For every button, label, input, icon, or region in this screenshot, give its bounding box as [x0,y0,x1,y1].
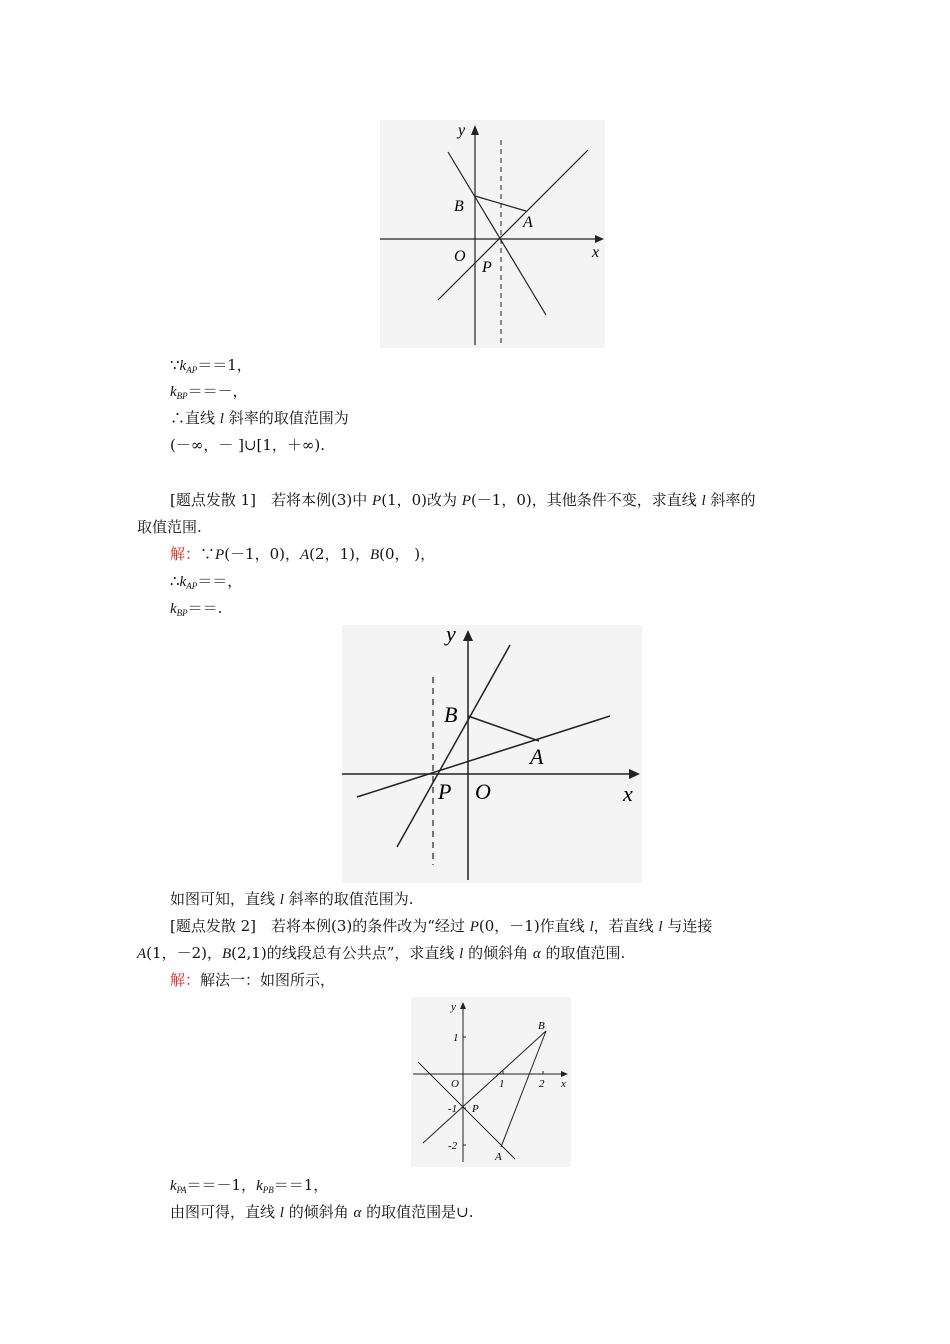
label-y: y [451,1001,456,1013]
variant-2-solution [170,970,335,990]
text: (－1，0)， [224,545,300,563]
var-p: P [372,493,382,509]
label-o: O [475,779,491,804]
text: (2，1)， [309,545,370,563]
var-l: l [658,919,663,935]
label-b: B [454,198,464,215]
text: 解法一：如图所示， [200,971,336,989]
figure-2 [342,625,642,883]
text: (0，－1)作直线 [478,917,590,935]
tick-label-x-1: 1 [499,1078,505,1090]
var-p: P [461,493,471,509]
text: 的倾斜角 [463,944,533,962]
text: ＝＝. [187,599,223,617]
text: 斜率的取值范围为. [283,890,414,908]
tick-label-y-m2: -2 [448,1140,458,1152]
x-axis-arrow [595,235,604,243]
text: 斜率的 [705,491,756,509]
tick-label-x-2: 2 [539,1078,545,1090]
line-kap [170,355,252,380]
text: (－1，0)，其他条件不变，求直线 [470,491,702,509]
solution-label: 解： [170,971,201,989]
variant-2-problem-cont [137,943,625,964]
var-a: A [137,946,147,962]
text: 如图可知，直线 [170,890,280,908]
text: [题点发散 1] 若将本例(3)中 [170,491,373,509]
var-l: l [279,892,284,908]
variant-1-solution-3 [170,598,222,623]
text: (0， )， [379,545,436,563]
variant-1-problem-cont: 取值范围. [137,518,202,536]
k-sub: BP [176,608,188,618]
therefore-text: ∴直线 [170,409,220,427]
variant-2-conclusion [170,1202,473,1223]
text: (2,1)的线段总有公共点”，求直线 [231,944,460,962]
l-var: l [219,411,224,427]
label-a: A [523,214,533,231]
figure-2-svg [342,625,642,883]
variant-1-solution-1 [170,544,435,565]
variant-2-problem [170,916,712,937]
k-var: k [179,358,187,374]
text: (1，－2)， [146,944,222,962]
variant-1-problem [170,490,755,511]
line-therefore [170,408,349,429]
label-b: B [538,1020,545,1032]
label-x: x [623,781,633,806]
var-p: P [469,919,479,935]
text: (1，0)改为 [381,491,462,509]
label-y: y [458,122,466,139]
kbp-value: ＝＝－， [187,382,248,400]
label-p: P [438,779,452,804]
text: ＝＝－1， [186,1176,257,1194]
text: ∵ [200,545,216,563]
label-a: A [495,1151,502,1163]
y-axis-arrow [471,125,479,135]
text: ＝＝， [197,572,243,590]
figure-3-svg [411,997,571,1167]
x-axis-arrow [561,1071,568,1077]
label-x: x [592,244,600,261]
text: ∴ [170,572,180,590]
k-var: k [256,1178,263,1194]
var-p: P [215,547,225,563]
line-range: (－∞，－ ]∪[1，＋∞). [170,436,326,454]
k-sub: BP [176,391,188,401]
text: 与连接 [662,917,713,935]
var-alpha: α [532,946,541,962]
variant-1-conclusion [170,889,414,910]
text: ，若直线 [593,917,659,935]
tick-label-y-m1: -1 [448,1103,458,1115]
solution-label: 解： [170,545,201,563]
var-l: l [589,919,594,935]
variant-2-slopes [170,1175,328,1200]
line-pa [418,1062,515,1159]
k-var: k [170,1178,177,1194]
range-text: 斜率的取值范围为 [223,409,349,427]
var-l: l [701,493,706,509]
y-axis-arrow [463,630,473,641]
k-var: k [179,574,187,590]
tick-label-y-1: 1 [453,1032,459,1044]
var-l: l [279,1205,284,1221]
x-axis-arrow [629,769,640,779]
figure-3 [411,997,571,1167]
k-var: k [170,384,177,400]
label-o: O [451,1078,459,1090]
text: ＝＝1， [273,1176,329,1194]
k-sub: AP [186,581,198,591]
line-kbp [170,381,248,406]
label-b: B [444,702,458,727]
var-l: l [459,946,464,962]
label-o: O [454,248,466,265]
label-x: x [561,1078,566,1090]
line-pb [423,1031,546,1143]
k-sub: AP [186,365,198,375]
figure-1 [380,120,605,348]
label-p: P [482,259,492,276]
since-symbol: ∵ [170,356,180,374]
line-pb [448,152,546,315]
y-axis-arrow [460,1002,466,1009]
k-var: k [170,601,177,617]
text: 的倾斜角 [283,1203,354,1221]
var-b: B [221,946,232,962]
text: [题点发散 2] 若将本例(3)的条件改为“经过 [170,917,470,935]
segment-ba [468,716,539,741]
text: 的取值范围. [540,944,626,962]
var-a: A [300,547,310,563]
line-pb [397,645,510,847]
label-y: y [446,625,456,646]
text: 由图可得，直线 [170,1203,280,1221]
label-a: A [530,744,544,769]
var-alpha: α [353,1205,362,1221]
var-b: B [369,547,380,563]
figure-1-svg [380,120,605,348]
k-sub: PB [262,1185,274,1195]
kap-value: ＝＝1， [197,356,252,374]
text: 的取值范围是∪. [361,1203,474,1221]
label-p: P [472,1103,479,1115]
k-sub: PA [176,1185,187,1195]
variant-1-solution-2 [170,571,242,596]
